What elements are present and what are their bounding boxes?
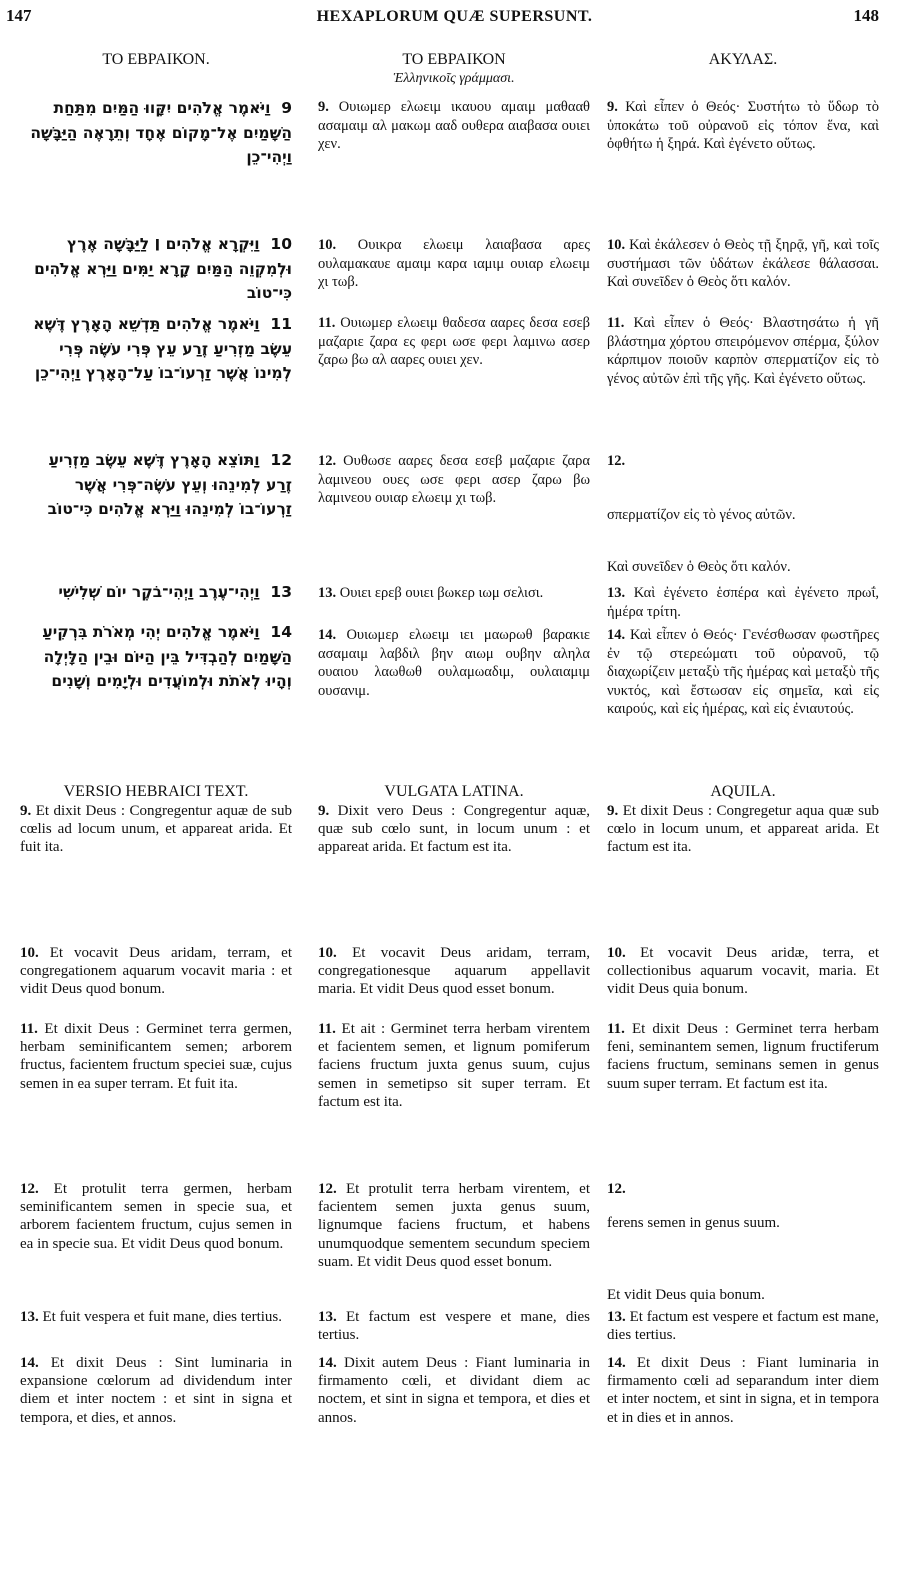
aquila-greek-verse-12-fragment: σπερματίζον εἰς τὸ γένος αὐτῶν. xyxy=(607,507,796,523)
aquila-greek-verse-10: 10. Καὶ ἐκάλεσεν ὁ Θεὸς τῇ ξηρᾷ, γῆ, καὶ τοῖς συστήμασι τῶν ὑδάτων ἐκάλεσε θάλασσαι. Καὶ συνεῖδεν ὁ Θεὸς ὅτι καλόν. xyxy=(607,237,879,290)
aquila-greek-column-heading: ΑΚΥΛΑΣ. xyxy=(708,51,778,68)
running-title: HEXAPLORUM QUÆ SUPERSUNT. xyxy=(316,8,593,25)
hebrew-verse-12: 12 וַתּוֹצֵא הָאָרֶץ דֶּשֶׁא עֵשֶׂב מַזְרִיעַ זֶרַע לְמִינֵהוּ וְעֵץ עֹשֶׂה־פְּרִי אֲשֶׁר זַרְעוֹ־בוֹ לְמִינֵהוּ וַיַּרְא אֱלֹהִים כִּי־טוֹב xyxy=(47,451,292,518)
aquila-greek-verse-12: 12. xyxy=(607,453,626,469)
vulgata-verse-10: 10. Et vocavit Deus aridam, terram, congregationesque aquarum appellavit maria. Et vidit Deus quod esset bonum. xyxy=(318,945,590,998)
page-number-left: 147 xyxy=(6,6,32,25)
vulgata-verse-14: 14. Dixit autem Deus : Fiant luminaria in firmamento cœli, et dividant diem ac noctem, et sint in signa et tempora, et dies et annos. xyxy=(318,1355,591,1426)
aquila-greek-verse-12-fragment-2: Καὶ συνεῖδεν ὁ Θεὸς ὅτι καλόν. xyxy=(607,559,791,575)
translit-verse-9: 9. Ουιωμερ ελωειμ ικαυου αμαιμ μαθααθ ασαμαιμ αλ μακωμ ααδ ουθερα αιαβασα ουιει χεν. xyxy=(318,99,590,152)
vulgata-verse-13: 13. Et factum est vespere et mane, dies tertius. xyxy=(318,1309,591,1344)
vulgata-column-heading: VULGATA LATINA. xyxy=(384,783,524,800)
aquila-latin-verse-13: 13. Et factum est vespere et factum est mane, dies tertius. xyxy=(607,1309,880,1344)
aquila-latin-verse-10: 10. Et vocavit Deus aridæ, terra, et collectionibus aquarum vocavit, maria. Et vidit Deus quia bonum. xyxy=(607,945,880,998)
aquila-latin-verse-11: 11. Et dixit Deus : Germinet terra herbam feni, seminantem semen, lignum fructiferum faciens fructum, seminans semen in genus suum super terram. Et factum est ita. xyxy=(607,1021,880,1092)
aquila-greek-verse-9: 9. Καὶ εἶπεν ὁ Θεός· Συστήτω τὸ ὕδωρ τὸ ὑποκάτω τοῦ οὐρανοῦ εἰς τόπον ἕνα, καὶ ὀφθήτω ἡ ξηρά. Καὶ ἐγένετο οὕτως. xyxy=(607,99,879,152)
hebrew-verse-14: 14 וַיֹּאמֶר אֱלֹהִים יְהִי מְאֹרֹת בִּרְקִיעַ הַשָּׁמַיִם לְהַבְדִּיל בֵּין הַיּוֹם וּבֵין הַלָּיְלָה וְהָיוּ לְאֹתֹת וּלְמוֹעֲדִים וּלְיָמִים וְשָׁנִים xyxy=(42,623,292,690)
vulgata-verse-12: 12. Et protulit terra herbam virentem, et facientem semen juxta genus suum, lignumque faciens fructum, et habens unumquodque sementem secundum speciem suam. Et vidit Deus quod esset bonum. xyxy=(318,1181,590,1270)
translit-verse-12: 12. Ουθωσε ααρες δεσα εσεβ μαζαριε ζαρα λαμινεου ουες ωσε φερι ασερ ζαρω βω λαμινεου ουιαρ ελωειμ χι τωβ. xyxy=(318,453,590,506)
aquila-latin-column-heading: AQUILA. xyxy=(710,783,776,800)
aquila-greek-verse-13: 13. Καὶ ἐγένετο ἑσπέρα καὶ ἐγένετο πρωΐ, ἡμέρα τρίτη. xyxy=(607,585,879,620)
hebrew-verse-9: 9 וַיֹּאמֶר אֱלֹהִים יִקָּווּ הַמַּיִם מִתַּחַת הַשָּׁמַיִם אֶל־מָקוֹם אֶחָד וְתֵרָאֶה הַיַּבָּשָׁה וַיְהִי־כֵן xyxy=(30,99,292,166)
aquila-greek-verse-14: 14. Καὶ εἶπεν ὁ Θεός· Γενέσθωσαν φωστῆρες ἐν τῷ στερεώματι τοῦ οὐρανοῦ, τῷ διαχωρίζειν μεταξὺ τῆς ἡμέρας καὶ μεταξὺ τῆς νυκτός, καὶ ἔστωσαν εἰς σημεῖα, καὶ εἰς καιρούς, καὶ εἰς ἡμέρας, καὶ εἰς ἐνιαυτούς. xyxy=(607,627,879,717)
transliteration-heading-subtitle: Ἑλληνικοῖς γράμμασι. xyxy=(393,71,515,86)
hebrew-verse-11: 11 וַיֹּאמֶר אֱלֹהִים תַּדְשֵׁא הָאָרֶץ דֶּשֶׁא עֵשֶׂב מַזְרִיעַ זֶרַע עֵץ פְּרִי עֹשֶׂה פְּרִי לְמִינוֹ אֲשֶׁר זַרְעוֹ־בוֹ עַל־הָאָרֶץ וַיְהִי־כֵן xyxy=(33,315,292,382)
translit-verse-11: 11. Ουιωμερ ελωειμ θαδεσα ααρες δεσα εσεβ μαζαριε ζαρα ες φερι ωσε φερι λαμινω ασερ ζαρω βω αλ ααρες ουιει χεν. xyxy=(318,315,591,368)
versio-verse-14: 14. Et dixit Deus : Sint luminaria in expansione cœlorum ad dividendum inter diem et inter noctem : et sint in signa et tempora, et dies, et annos. xyxy=(20,1355,292,1426)
aquila-latin-verse-12-fragment: ferens semen in genus suum. xyxy=(607,1215,780,1231)
versio-verse-11: 11. Et dixit Deus : Germinet terra germen, herbam seminificantem semen; arborem fructus, facientem fructum speciei suæ, cujus semen in ea super terram. Et fuit ita. xyxy=(20,1021,292,1092)
versio-verse-10: 10. Et vocavit Deus aridam, terram, et congregationem aquarum vocavit maria : et vidit Deus quod bonum. xyxy=(20,945,293,998)
vulgata-verse-9: 9. Dixit vero Deus : Congregentur aquæ, quæ sub cœlo sunt, in locum unum : et appareat arida. Et factum est ita. xyxy=(318,803,591,856)
translit-verse-10: 10. Ουικρα ελωειμ λαιαβασα αρες ουλαμακαυε αμαιμ καρα ιαμιμ ουιαρ ελωειμ χι τωβ. xyxy=(318,237,591,290)
hebrew-column-heading: ΤΟ ΕΒΡΑΙΚΟΝ. xyxy=(102,51,210,68)
transliteration-heading-title: ΤΟ ΕΒΡΑΙΚΟΝ xyxy=(402,51,506,68)
aquila-latin-verse-9: 9. Et dixit Deus : Congregetur aqua quæ sub cœlo in locum unum, et appareat arida. Et factum est ita. xyxy=(607,803,880,856)
page-number-right: 148 xyxy=(853,6,879,25)
hebrew-verse-10: 10 וַיִּקְרָא אֱלֹהִים ׀ לַיַּבָּשָׁה אֶרֶץ וּלְמִקְוֵה הַמַּיִם קָרָא יַמִּים וַיַּרְא אֱלֹהִים כִּי־טוֹב xyxy=(34,235,292,302)
aquila-latin-verse-12: 12. xyxy=(607,1181,626,1197)
aquila-latin-verse-12-fragment-2: Et vidit Deus quia bonum. xyxy=(607,1287,765,1303)
versio-verse-13: 13. Et fuit vespera et fuit mane, dies tertius. xyxy=(20,1309,283,1325)
translit-verse-13: 13. Ουιει ερεβ ουιει βωκερ ιωμ σελισι. xyxy=(318,585,544,601)
transliteration-column-heading xyxy=(318,50,590,88)
aquila-latin-verse-14: 14. Et dixit Deus : Fiant luminaria in firmamento cœli ad separandum inter diem et inter noctem, et sint in signa, et in tempora et in dies et in annos. xyxy=(607,1355,879,1426)
translit-verse-14: 14. Ουιωμερ ελωειμ ιει μαωρωθ βαρακιε ασαμαιμ λαβδιλ βην αιωμ ουβην αληλα ουαιου λαωθωθ ουλαμωαδιμ, ουλαιαμιμ ουσανιμ. xyxy=(318,627,590,699)
vulgata-verse-11: 11. Et ait : Germinet terra herbam virentem et facientem semen, et lignum pomiferum faciens fructum juxta genus suum, cujus semen in semetipso sit super terram. Et factum est ita. xyxy=(318,1021,590,1110)
versio-column-heading: VERSIO HEBRAICI TEXT. xyxy=(63,783,249,800)
versio-verse-9: 9. Et dixit Deus : Congregentur aquæ de sub cœlis ad locum unum, et appareat arida. Et fuit ita. xyxy=(20,803,293,856)
versio-verse-12: 12. Et protulit terra germen, herbam seminificantem semen in specie sua, et arborem facientem fructum, cujus semen in ea in specie sua. Et vidit Deus quod bonum. xyxy=(20,1181,292,1252)
hebrew-verse-13: 13 וַיְהִי־עֶרֶב וַיְהִי־בֹקֶר יוֹם שְׁלִישִׁי xyxy=(58,583,292,601)
aquila-greek-verse-11: 11. Καὶ εἶπεν ὁ Θεός· Βλαστησάτω ἡ γῆ βλάστημα χόρτου σπειρόμενον σπέρμα, ξύλον κάρπιμον ποιοῦν καρπὸν σπερματίζον εἰς τὸ γένος αὐτῶν ἐπὶ τῆς γῆς. Καὶ ἐγένετο οὕτως. xyxy=(607,315,879,387)
